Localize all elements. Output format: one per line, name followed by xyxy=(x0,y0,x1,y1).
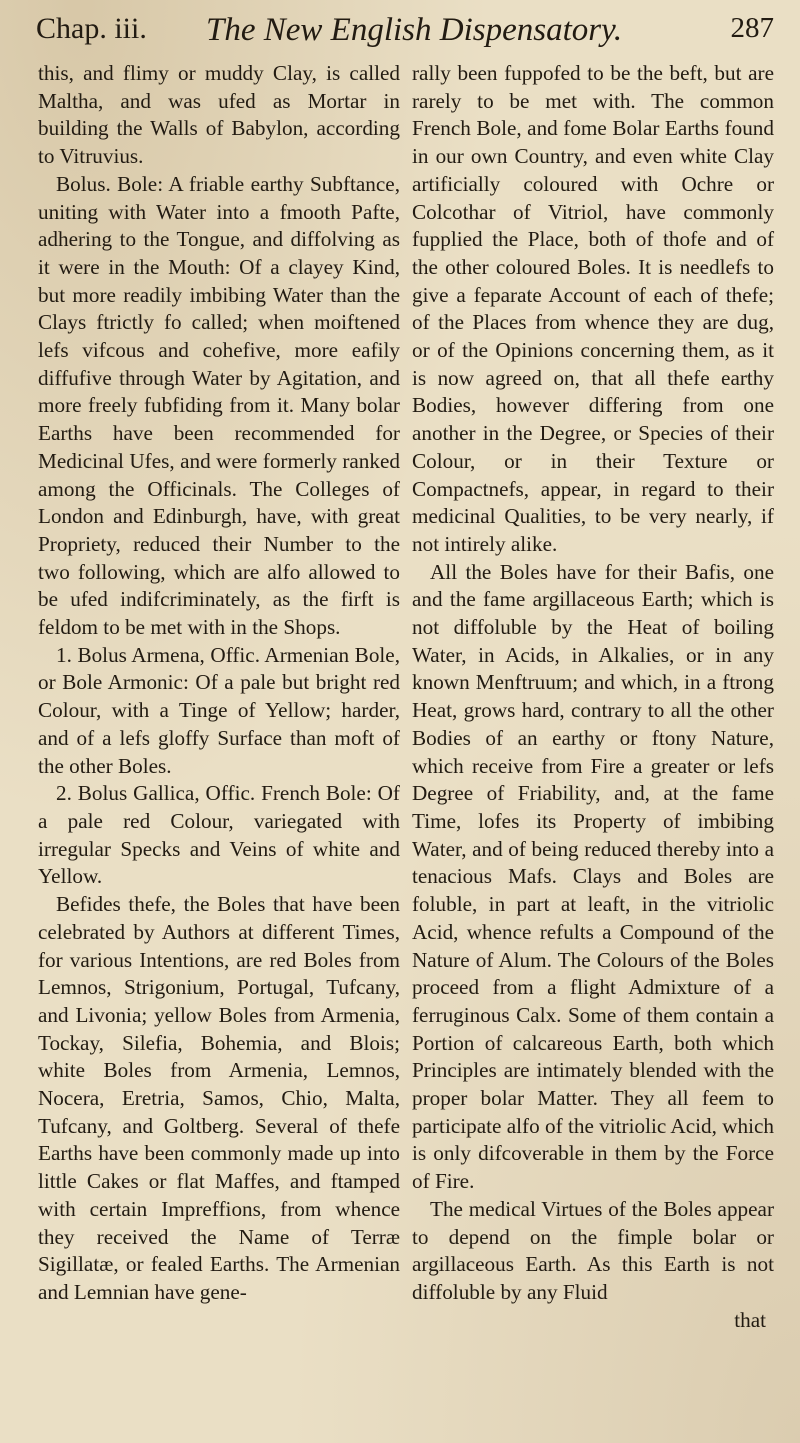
paragraph: Bolus. Bole: A friable earthy Subftance, uniting with Water into a fmooth Pafte, adhering to the Tongue, and diffolving as it were in the Mouth: Of a clayey Kind, but more readily imbibing Water than the Clays ftrictly fo called; when moiftened lefs vifcous and cohefive, more eafily diffufive through Water by Agitation, and more freely fubfiding from it. Many bolar Earths have been recommended for Medicinal Ufes, and were formerly ranked among the Officinals. The Colleges of London and Edinburgh, have, with great Propriety, reduced their Number to the two following, which are alfo allowed to be ufed indifcriminately, as the firft is feldom to be met with in the Shops. xyxy=(38,171,400,640)
running-header xyxy=(36,12,774,56)
running-title: The New English Dispensatory. xyxy=(206,12,623,48)
page-number: 287 xyxy=(730,12,774,44)
catchword: that xyxy=(734,1307,766,1332)
right-column xyxy=(412,60,774,1334)
chapter-label: Chap. iii. xyxy=(36,12,147,45)
paragraph: 1. Bolus Armena, Offic. Armenian Bole, or Bole Armonic: Of a pale but bright red Colour, with a Tinge of Yellow; harder, and of a lefs gloffy Surface than moft of the other Boles. xyxy=(38,642,400,778)
paragraph: The medical Virtues of the Boles appear to depend on the fimple bolar or argillaceous Earth. As this Earth is not diffoluble by any Fluid xyxy=(412,1196,774,1304)
paragraph: 2. Bolus Gallica, Offic. French Bole: Of a pale red Colour, variegated with irregular Specks and Veins of white and Yellow. xyxy=(38,781,400,889)
left-column xyxy=(38,60,400,1307)
paragraph: All the Boles have for their Bafis, one and the fame argillaceous Earth; which is not diffoluble by the Heat of boiling Water, in Acids, in Alkalies, or in any known Menftruum; and which, in a ftrong Heat, grows hard, contrary to all the other Bodies of an earthy or ftony Nature, which receive from Fire a greater or lefs Degree of Friability, and, at the fame Time, lofes its Property of imbibing Water, and of being reduced thereby into a tenacious Mafs. Clays and Boles are foluble, in part at leaft, in the vitriolic Acid, whence refults a Compound of the Nature of Alum. The Colours of the Boles proceed from a flight Admixture of a ferruginous Calx. Some of them contain a Portion of calcareous Earth, both which Principles are intimately blended with the proper bolar Matter. They all feem to participate alfo of the vitriolic Acid, which is only difcoverable in them by the Force of Fire. xyxy=(412,559,774,1194)
paragraph: Befides thefe, the Boles that have been celebrated by Authors at different Times, for various Intentions, are red Boles from Lemnos, Strigonium, Portugal, Tufcany, and Livonia; yellow Boles from Armenia, Tockay, Silefia, Bohemia, and Blois; white Boles from Armenia, Lemnos, Nocera, Eretria, Samos, Chio, Malta, Tufcany, and Goltberg. Several of thefe Earths have been commonly made up into little Cakes or flat Maffes, and ftamped with certain Impreffions, from whence they received the Name of Terræ Sigillatæ, or fealed Earths. The Armenian and Lemnian have gene- xyxy=(38,892,400,1304)
paragraph: this, and flimy or muddy Clay, is called Maltha, and was ufed as Mortar in building the Walls of Babylon, according to Vitruvius. xyxy=(38,61,400,169)
paragraph: rally been fuppofed to be the beft, but are rarely to be met with. The common French Bole, and fome Bolar Earths found in our own Country, and even white Clay artificially coloured with Ochre or Colcothar of Vitriol, have commonly fupplied the Place, both of thofe and of the other coloured Boles. It is needlefs to give a feparate Account of each of thefe; of the Places from whence they are dug, or of the Opinions concerning them, as it is now agreed on, that all thefe earthy Bodies, however differing from one another in the Degree, or Species of their Colour, or in their Texture or Compactnefs, appear, in regard to their medicinal Qualities, to be very nearly, if not intirely alike. xyxy=(412,61,774,556)
